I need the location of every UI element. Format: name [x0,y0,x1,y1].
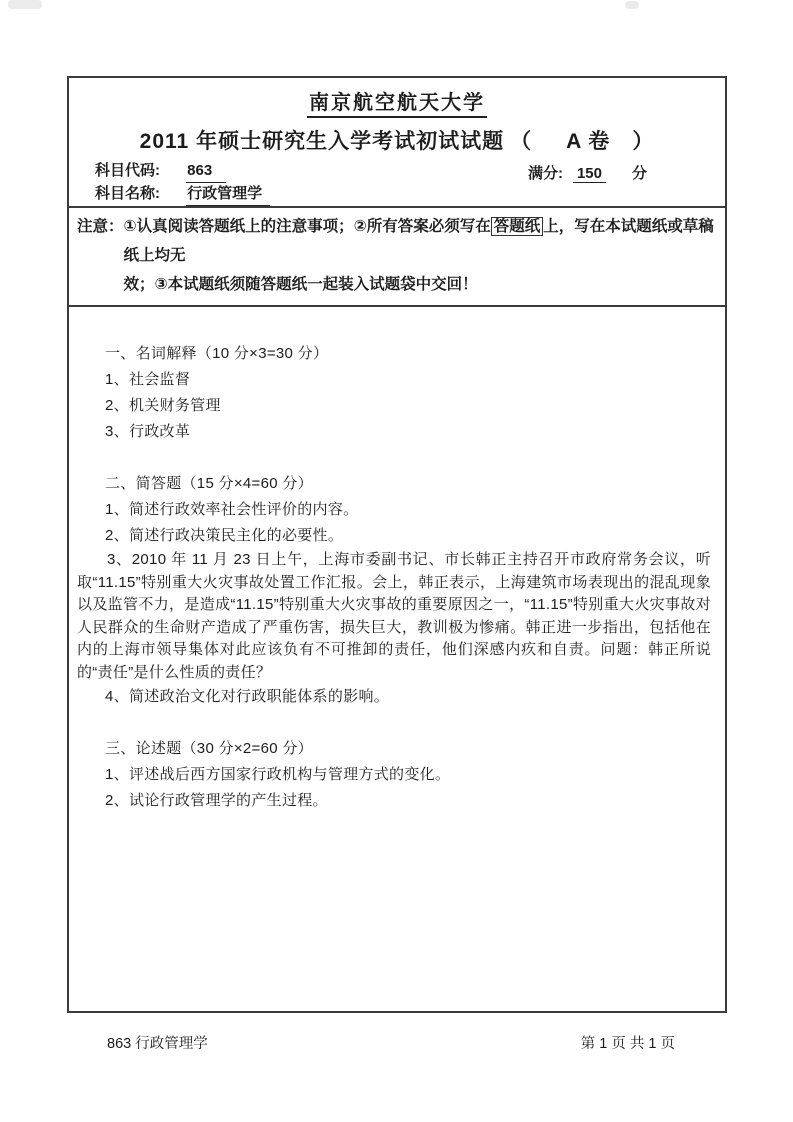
scan-artifact-left [8,0,42,9]
question-item: 1、社会监督 [105,371,191,388]
page-footer [67,1032,727,1053]
footer-doc-ref: 863 行政管理学 [107,1036,208,1052]
subject-name-label: 科目名称: [95,185,160,202]
question-item: 2、简述行政决策民主化的必要性。 [105,527,344,544]
full-score [528,162,647,183]
notice-part2: 上，写在本试题纸或草稿纸上均无 [123,218,714,264]
section1-heading: 一、名词解释（10 分×3=30 分） [105,345,329,362]
volume-paren-close: ） [632,130,655,153]
footer-page-info: 第 1 页 共 1 页 [580,1036,675,1052]
full-score-unit: 分 [631,165,647,182]
question-case-paragraph: 3、2010 年 11 月 23 日上午，上海市委副书记、市长韩正主持召开市政府常务会议，听取“11.15”特别重大火灾事故处置工作汇报。会上，韩正表示，上海建筑市场表现出的混乱现象以及监管不力，是造成“11.15”特别重大火灾事故的重要原因之一，“11.15”特别重大火灾事故对人民群众的生命财产造成了严重伤害，损失巨大，教训极为惨痛。韩正进一步指出，包括他在内的上海市领导集体对此应该负有不可推卸的责任，他们深感内疚和自责。问题：韩正所说的“责任”是什么性质的责任？ [77,551,711,681]
notice-section [69,208,725,305]
questions-body [69,307,725,814]
exam-paper-frame [67,76,727,1013]
section-definitions [77,341,711,445]
notice-part1: ①认真阅读答题纸上的注意事项；②所有答案必须写在 [123,218,491,235]
full-score-label: 满分: [527,165,563,182]
section3-heading: 三、论述题（30 分×2=60 分） [105,740,313,757]
section-essay [77,736,711,814]
question-item: 2、机关财务管理 [105,397,221,414]
section2-heading: 二、简答题（15 分×4=60 分） [105,475,313,492]
notice-line2: 效；③本试题纸须随答题纸一起装入试题袋中交回！ [123,276,478,293]
question-item: 1、评述战后西方国家行政机构与管理方式的变化。 [105,766,451,783]
university-name: 南京航空航天大学 [307,86,487,118]
question-item: 3、行政改革 [105,423,191,440]
subject-name-row [95,183,717,206]
notice-content [124,212,715,299]
notice-label: 注意： [77,218,124,235]
volume-label: A 卷 [566,130,611,153]
question-item: 2、试论行政管理学的产生过程。 [105,792,328,809]
volume-paren-open: （ [510,130,533,153]
notice-boxed-term: 答题纸 [491,217,544,236]
scan-artifact-right [625,1,639,9]
full-score-value: 150 [573,165,606,183]
subject-name-value: 行政管理学 [186,183,270,206]
section-short-answer [77,471,711,710]
exam-title [77,125,717,155]
university-title-line [77,86,717,118]
subject-code-label: 科目代码: [95,162,160,179]
exam-header [69,78,725,206]
question-item: 4、简述政治文化对行政职能体系的影响。 [105,688,390,705]
exam-title-text: 2011 年硕士研究生入学考试初试试题 [139,130,505,153]
subject-code-value: 863 [186,160,226,183]
question-item: 1、简述行政效率社会性评价的内容。 [105,501,359,518]
